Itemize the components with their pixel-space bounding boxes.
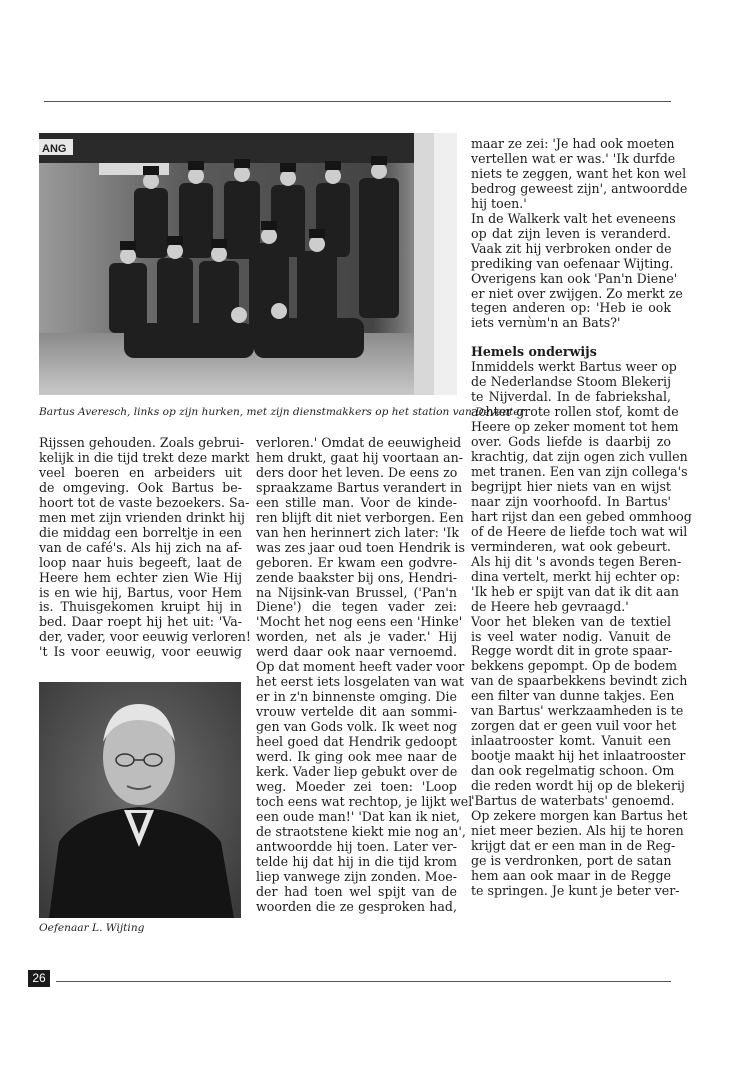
text-line: veel boeren en arbeiders uit bbox=[39, 464, 242, 480]
text-line: der, vader, voor eeuwig verloren! bbox=[39, 629, 251, 645]
text-line: telde hij dat hij in die tijd krom bbox=[256, 853, 457, 869]
text-line: hij toen.' bbox=[471, 195, 527, 211]
text-line: op dat zijn leven is veranderd. bbox=[471, 225, 671, 241]
text-line: is. Thuisgekomen kruipt hij in bbox=[39, 599, 242, 615]
text-line: een filter van dunne takjes. Een bbox=[471, 688, 675, 704]
text-line: 'Mocht het nog eens een 'Hinke' bbox=[256, 614, 463, 630]
text-line: was zes jaar oud toen Hendrik is bbox=[256, 539, 466, 555]
text-line: achter grote rollen stof, komt de bbox=[471, 404, 679, 420]
soldiers-photo bbox=[39, 133, 457, 395]
text-line: hem aan ook maar in de Regge bbox=[471, 867, 671, 883]
text-line: begrijpt hier niets van en wijst bbox=[471, 478, 671, 494]
text-line: Heere op zeker moment tot hem bbox=[471, 419, 679, 435]
text-line: niet meer bezien. Als hij te horen bbox=[471, 822, 684, 838]
text-line: is veel water nodig. Vanuit de bbox=[471, 628, 671, 644]
text-line: heel goed dat Hendrik gedoopt bbox=[256, 734, 457, 750]
text-line: spraakzame Bartus verandert in bbox=[256, 479, 463, 495]
text-line: hart rijst dan een gebed ommhoog bbox=[471, 508, 692, 524]
text-line: Overigens kan ook 'Pan'n Diene' bbox=[471, 270, 678, 286]
text-line: kerk. Vader liep gebukt over de bbox=[256, 763, 458, 779]
text-line: inlaatrooster komt. Vanuit een bbox=[471, 733, 671, 749]
text-line: van de café's. Als hij zich na af- bbox=[39, 539, 242, 555]
text-line: Diene') die tegen vader zei: bbox=[256, 599, 457, 615]
paragraph-spacer bbox=[471, 331, 671, 345]
column-1 bbox=[39, 435, 251, 660]
text-line: Op zekere morgen kan Bartus het bbox=[471, 807, 688, 823]
text-line: 'Ik heb er spijt van dat ik dit aan bbox=[471, 583, 680, 599]
text-line: te Nijverdal. In de fabriekshal, bbox=[471, 389, 671, 405]
text-line: er in z'n binnenste omging. Die bbox=[256, 689, 457, 705]
text-line: maar ze zei: 'Je had ook moeten bbox=[471, 136, 675, 151]
text-line: werd daar ook naar vernoemd. bbox=[256, 644, 457, 660]
text-line: antwoordde hij toen. Later ver- bbox=[256, 838, 457, 854]
text-line: bootje maakt hij het inlaatrooster bbox=[471, 748, 686, 764]
text-line: vrouw vertelde dit aan sommi- bbox=[256, 704, 457, 720]
text-line: die middag een borreltje in een bbox=[39, 524, 242, 540]
text-line: men met zijn vrienden drinkt hij bbox=[39, 509, 245, 525]
text-line: zende baakster bij ons, Hendri- bbox=[256, 569, 457, 585]
text-line: ders door het leven. De eens zo bbox=[256, 464, 458, 480]
section-heading: Hemels onderwijs bbox=[471, 344, 597, 360]
text-line: Regge wordt dit in grote spaar- bbox=[471, 643, 673, 659]
text-line: toch eens wat rechtop, je lijkt wel bbox=[256, 793, 473, 809]
text-line: hem drukt, gaat hij voortaan an- bbox=[256, 449, 463, 465]
text-line: iets vernùm'n an Bats?' bbox=[471, 315, 621, 331]
text-line: vertellen wat er was.' 'Ik durfde bbox=[471, 150, 676, 166]
text-line: prediking van oefenaar Wijting. bbox=[471, 255, 674, 271]
text-line: verminderen, wat ook gebeurt. bbox=[471, 538, 671, 554]
text-line: werd. Ik ging ook mee naar de bbox=[256, 749, 457, 765]
footer-rule bbox=[56, 981, 671, 982]
text-line: gen van Gods volk. Ik weet nog bbox=[256, 719, 457, 735]
column-2 bbox=[256, 435, 473, 915]
text-line: met tranen. Een van zijn collega's bbox=[471, 464, 688, 480]
text-line: Heere hem echter zien Wie Hij bbox=[39, 569, 242, 585]
text-line: de Nederlandse Stoom Blekerij bbox=[471, 374, 671, 390]
text-line: er niet over zwijgen. Zo merkt ze bbox=[471, 285, 683, 301]
text-line: de omgeving. Ook Bartus be- bbox=[39, 479, 242, 495]
text-line: 't Is voor eeuwig, voor eeuwig bbox=[39, 644, 242, 660]
text-line: ren blijft dit niet verborgen. Een bbox=[256, 509, 464, 525]
sign-text: ANG bbox=[42, 143, 67, 155]
text-line: liep vanwege zijn zonden. Moe- bbox=[256, 868, 457, 884]
text-line: weg. Moeder zei toen: 'Loop bbox=[256, 778, 457, 794]
wijting-portrait-caption: Oefenaar L. Wijting bbox=[39, 922, 145, 934]
text-line: hoort tot de vaste bezoekers. Sa- bbox=[39, 494, 250, 510]
text-line: geboren. Er kwam een godvre- bbox=[256, 554, 457, 570]
top-rule bbox=[44, 101, 671, 102]
soldiers-photo-caption: Bartus Averesch, links op zijn hurken, met zijn dienstmakkers op het station van Deventer bbox=[39, 406, 525, 418]
text-line: of de Heere de liefde toch wat wil bbox=[471, 523, 688, 539]
text-line: bekkens gepompt. Op de bodem bbox=[471, 658, 678, 674]
text-line: krijgt dat er een man in de Reg- bbox=[471, 837, 676, 853]
text-line: van hen herinnert zich later: 'Ik bbox=[256, 524, 460, 540]
text-line: naar zijn voorhoofd. In Bartus' bbox=[471, 493, 671, 509]
page-number: 26 bbox=[28, 970, 50, 987]
text-line: niets te zeggen, want het kon wel bbox=[471, 165, 687, 181]
wijting-portrait-drawing bbox=[39, 682, 241, 918]
text-line: dan ook regelmatig schoon. Om bbox=[471, 763, 675, 779]
text-line: kelijk in die tijd trekt deze markt bbox=[39, 449, 250, 465]
wijting-portrait-photo bbox=[39, 682, 241, 918]
text-line: na Nijsink-van Brussel, ('Pan'n bbox=[256, 584, 457, 600]
text-line: zorgen dat er geen vuil voor het bbox=[471, 718, 677, 734]
text-line: de Heere heb gevraagd.' bbox=[471, 598, 629, 614]
text-line: van Bartus' werkzaamheden is te bbox=[471, 703, 684, 719]
text-line: Als hij dit 's avonds tegen Beren- bbox=[471, 553, 682, 569]
text-line: der had toen wel spijt van de bbox=[256, 883, 457, 899]
column-3 bbox=[471, 136, 692, 899]
text-line: bed. Daar roept hij het uit: 'Va- bbox=[39, 614, 242, 630]
text-line: is en wie hij, Bartus, voor Hem bbox=[39, 584, 242, 600]
text-line: worden, net als je vader.' Hij bbox=[256, 629, 457, 645]
text-line: dina vertelt, merkt hij echter op: bbox=[471, 568, 681, 584]
text-line: verloren.' Omdat de eeuwigheid bbox=[256, 435, 462, 450]
text-line: van de spaarbekkens bevindt zich bbox=[471, 673, 688, 689]
text-line: 'Bartus de waterbats' genoemd. bbox=[471, 792, 675, 808]
text-line: een oude man!' 'Dat kan ik niet, bbox=[256, 808, 461, 824]
text-line: het eerst iets losgelaten van wat bbox=[256, 674, 464, 690]
text-line: Inmiddels werkt Bartus weer op bbox=[471, 359, 677, 375]
text-line: te springen. Je kunt je beter ver- bbox=[471, 882, 680, 898]
text-line: In de Walkerk valt het eveneens bbox=[471, 210, 676, 226]
text-line: een stille man. Voor de kinde- bbox=[256, 494, 457, 510]
text-line: Vaak zit hij verbroken onder de bbox=[471, 240, 672, 256]
text-line: Op dat moment heeft vader voor bbox=[256, 659, 465, 675]
text-line: ge is verdronken, port de satan bbox=[471, 852, 672, 868]
text-line: over. Gods liefde is daarbij zo bbox=[471, 434, 671, 450]
text-line: bedrog geweest zijn', antwoordde bbox=[471, 180, 688, 196]
text-line: die reden wordt hij op de blekerij bbox=[471, 778, 685, 794]
text-line: tegen anderen op: 'Heb ie ook bbox=[471, 300, 671, 316]
text-line: Rijssen gehouden. Zoals gebrui- bbox=[39, 435, 245, 450]
text-line: de straotstene kiekt mie nog an', bbox=[256, 823, 466, 839]
text-line: krachtig, dat zijn ogen zich vullen bbox=[471, 449, 688, 465]
text-line: Voor het bleken van de textiel bbox=[471, 613, 671, 629]
text-line: woorden die ze gesproken had, bbox=[256, 898, 457, 914]
soldiers-photo-drawing bbox=[39, 133, 457, 395]
text-line: loop naar huis begeeft, laat de bbox=[39, 554, 242, 570]
